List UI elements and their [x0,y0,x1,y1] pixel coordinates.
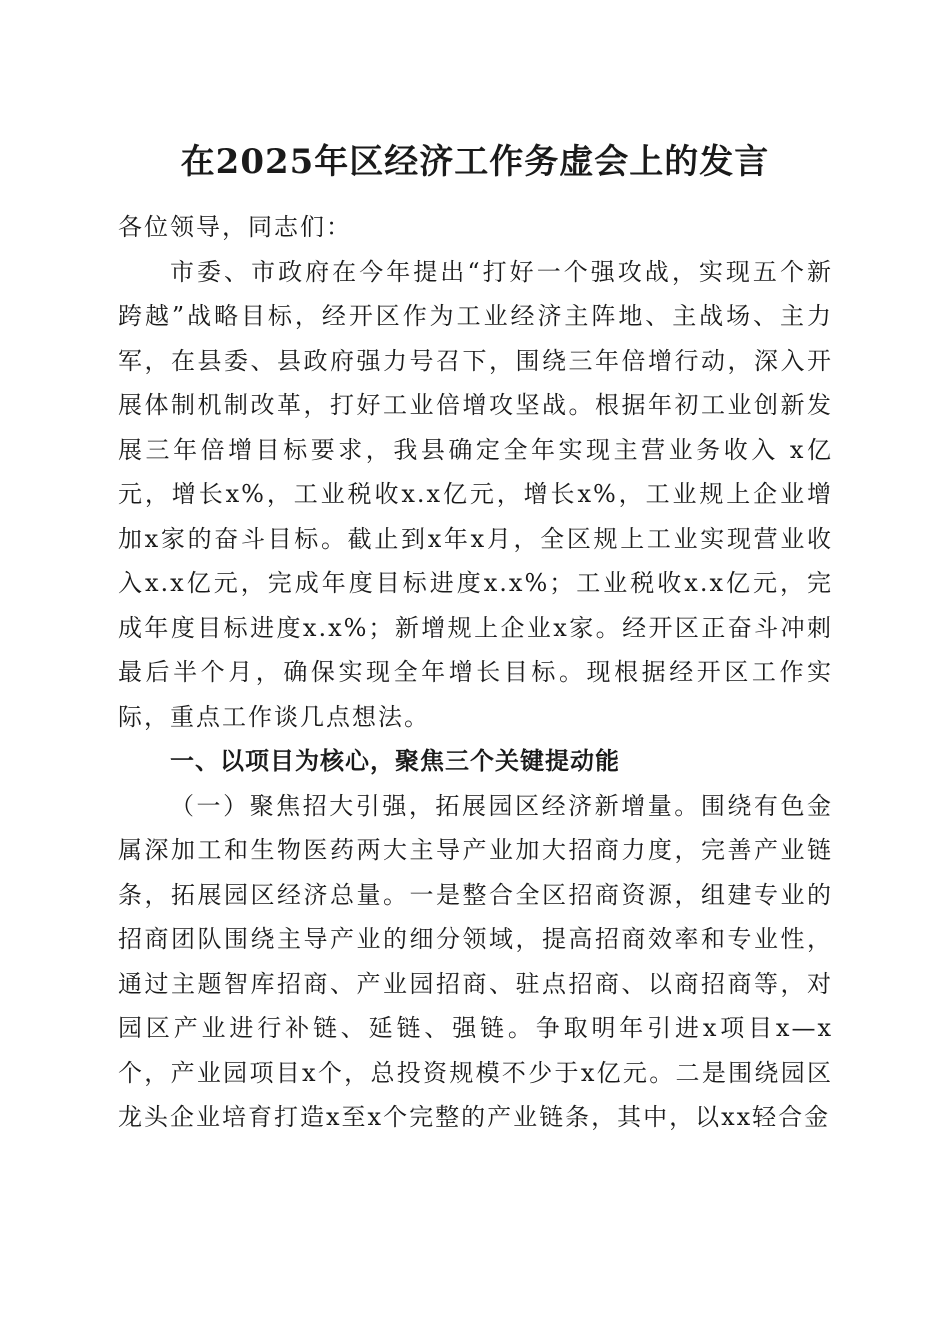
document-title: 在2025年区经济工作务虚会上的发言 [180,142,770,182]
paragraph-intro: 市委、市政府在今年提出“打好一个强攻战，实现五个新跨越”战略目标，经开区作为工业经济主阵地、主战场、主力军，在县委、县政府强力号召下，围绕三年倍增行动，深入开展体制机制改革，打好工业倍增攻坚战。根据年初工业创新发展三年倍增目标要求，我县确定全年实现主营业务收入 x亿元，增长x%，工业税收x.x亿元，增长x%，工业规上企业增加x家的奋斗目标。截止到x年x月，全区规上工业实现营业收入x.x亿元，完成年度目标进度x.x%；工业税收x.x亿元，完成年度目标进度x.x%；新增规上企业x家。经开区正奋斗冲刺最后半个月，确保实现全年增长目标。现根据经开区工作实际，重点工作谈几点想法。 [118,257,833,731]
document-body [118,205,833,1140]
paragraph-section-1-1: （一）聚焦招大引强，拓展园区经济新增量。围绕有色金属深加工和生物医药两大主导产业加大招商力度，完善产业链条，拓展园区经济总量。一是整合全区招商资源，组建专业的招商团队围绕主导产业的细分领域，提高招商效率和专业性，通过主题智库招商、产业园招商、驻点招商、以商招商等，对园区产业进行补链、延链、强链。争取明年引进x项目x—x个，产业园项目x个，总投资规模不少于x亿元。二是围绕园区龙头企业培育打造x至x个完整的产业链条，其中，以xx轻合金 [118,791,833,1131]
section-heading-1: 一、以项目为核心，聚焦三个关键提动能 [170,747,620,775]
salutation: 各位领导，同志们： [118,213,352,241]
